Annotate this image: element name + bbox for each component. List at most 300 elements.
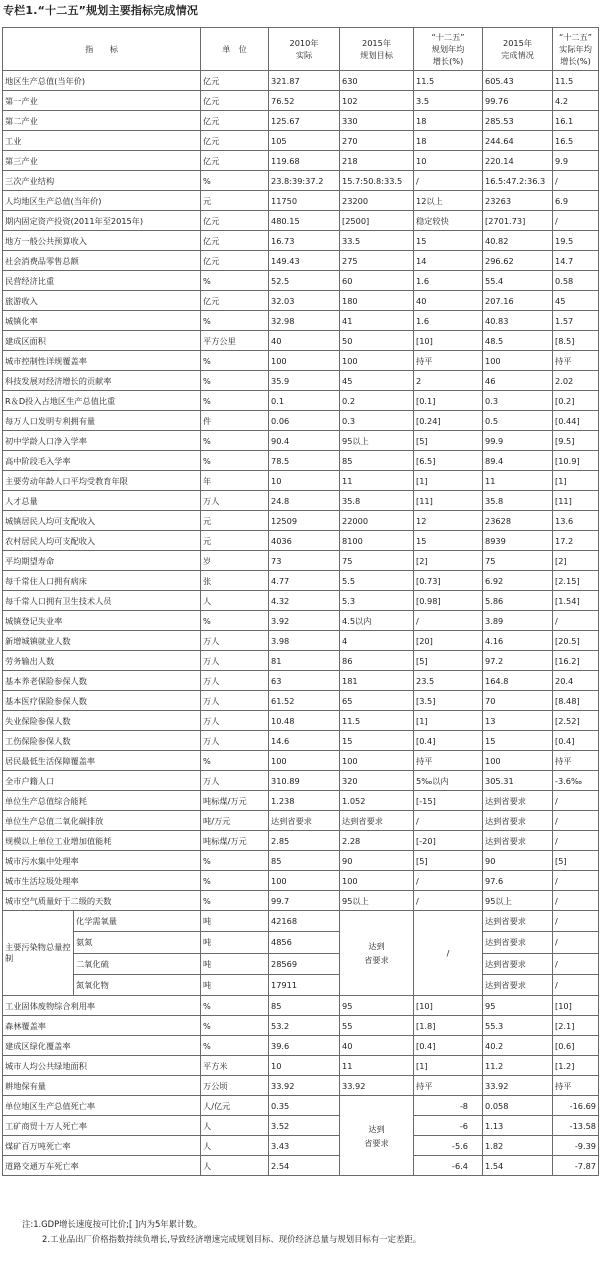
target-2015-cell: 330: [340, 111, 414, 131]
real-growth-cell: [2]: [553, 551, 599, 571]
plan-growth-cell: /: [414, 171, 483, 191]
real-growth-cell: [8.5]: [553, 331, 599, 351]
plan-growth-cell: [6.5]: [414, 451, 483, 471]
target-2015-cell: 达到省要求: [340, 811, 414, 831]
target-2015-cell: 8100: [340, 531, 414, 551]
table-body: [3, 71, 599, 1176]
target-2015-cell: 15: [340, 731, 414, 751]
unit-cell: 人/亿元: [201, 1096, 269, 1116]
unit-cell: 万人: [201, 631, 269, 651]
done-2015-cell: 605.43: [483, 71, 553, 91]
done-2015-cell: 55.4: [483, 271, 553, 291]
unit-cell: %: [201, 451, 269, 471]
indicator-cell: 工业固体废物综合利用率: [3, 996, 201, 1016]
unit-cell: %: [201, 751, 269, 771]
table-row: [3, 531, 599, 551]
actual-2010-cell: 100: [269, 351, 340, 371]
indicator-cell: 居民最低生活保障覆盖率: [3, 751, 201, 771]
target-2015-cell: 218: [340, 151, 414, 171]
done-2015-cell: 95以上: [483, 891, 553, 911]
real-growth-cell: [5]: [553, 851, 599, 871]
indicator-cell: 地区生产总值(当年价): [3, 71, 201, 91]
indicator-cell: 工业: [3, 131, 201, 151]
done-2015-cell: 90: [483, 851, 553, 871]
target-2015-cell: 23200: [340, 191, 414, 211]
actual-2010-cell: 3.52: [269, 1116, 340, 1136]
target-2015-cell: 22000: [340, 511, 414, 531]
target-2015-cell: 2.28: [340, 831, 414, 851]
actual-2010-cell: 85: [269, 851, 340, 871]
plan-growth-cell: 10: [414, 151, 483, 171]
indicator-cell: 农村居民人均可支配收入: [3, 531, 201, 551]
unit-cell: 吨标煤/万元: [201, 831, 269, 851]
target-2015-cell: 41: [340, 311, 414, 331]
table-row: [3, 1116, 599, 1136]
unit-cell: 平方米: [201, 1056, 269, 1076]
indicator-cell: 城市人均公共绿地面积: [3, 1056, 201, 1076]
indicator-cell: 城镇居民人均可支配收入: [3, 511, 201, 531]
table-row: [3, 1136, 599, 1156]
target-2015-cell: 33.5: [340, 231, 414, 251]
indicator-cell: 城市控制性详规覆盖率: [3, 351, 201, 371]
indicator-cell: 第二产业: [3, 111, 201, 131]
done-2015-cell: 16.5:47.2:36.3: [483, 171, 553, 191]
indicator-cell: 城市空气质量好于二级的天数: [3, 891, 201, 911]
done-2015-cell: 23263: [483, 191, 553, 211]
target-2015-cell: 86: [340, 651, 414, 671]
actual-2010-cell: 4.77: [269, 571, 340, 591]
real-growth-cell: [2.52]: [553, 711, 599, 731]
done-2015-cell: 6.92: [483, 571, 553, 591]
done-2015-cell: 99.9: [483, 431, 553, 451]
table-row: [3, 131, 599, 151]
done-2015-cell: 70: [483, 691, 553, 711]
unit-cell: %: [201, 891, 269, 911]
table-row: [3, 996, 599, 1016]
unit-cell: 吨: [201, 974, 269, 995]
plan-growth-cell: [1]: [414, 711, 483, 731]
done-2015-cell: 13: [483, 711, 553, 731]
indicator-cell: 旅游收入: [3, 291, 201, 311]
unit-cell: %: [201, 391, 269, 411]
table-row: [3, 491, 599, 511]
unit-cell: 人: [201, 1116, 269, 1136]
table-row: [3, 1056, 599, 1076]
unit-cell: %: [201, 871, 269, 891]
table-row: [3, 551, 599, 571]
done-2015-cell: 15: [483, 731, 553, 751]
target-2015-cell: 55: [340, 1016, 414, 1036]
unit-cell: %: [201, 1016, 269, 1036]
actual-2010-cell: 90.4: [269, 431, 340, 451]
unit-cell: 人: [201, 1156, 269, 1176]
indicator-cell: 建成区面积: [3, 331, 201, 351]
actual-2010-cell: 10: [269, 1056, 340, 1076]
table-row: [3, 731, 599, 751]
actual-2010-cell: 28569: [269, 953, 340, 974]
indicator-cell: 全市户籍人口: [3, 771, 201, 791]
unit-cell: 亿元: [201, 131, 269, 151]
actual-2010-cell: 85: [269, 996, 340, 1016]
table-row: [3, 471, 599, 491]
real-growth-cell: 20.4: [553, 671, 599, 691]
real-growth-cell: /: [553, 791, 599, 811]
plan-growth-cell: 15: [414, 531, 483, 551]
target-2015-cell: 90: [340, 851, 414, 871]
unit-cell: 人: [201, 591, 269, 611]
target-2015-cell: 75: [340, 551, 414, 571]
indicator-cell: 基本养老保险参保人数: [3, 671, 201, 691]
indicator-cell: 城市污水集中处理率: [3, 851, 201, 871]
unit-cell: %: [201, 1036, 269, 1056]
done-2015-cell: 5.86: [483, 591, 553, 611]
table-row: [3, 631, 599, 651]
real-growth-cell: /: [553, 871, 599, 891]
target-2015-cell: 5.5: [340, 571, 414, 591]
real-growth-cell: [1.54]: [553, 591, 599, 611]
plan-growth-cell: 1.6: [414, 271, 483, 291]
indicator-cell: 城镇化率: [3, 311, 201, 331]
plan-growth-cell: 3.5: [414, 91, 483, 111]
real-growth-cell: [10]: [553, 996, 599, 1016]
unit-cell: 万人: [201, 691, 269, 711]
real-growth-cell: [10.9]: [553, 451, 599, 471]
indicator-cell: 劳务输出人数: [3, 651, 201, 671]
indicator-cell: 基本医疗保险参保人数: [3, 691, 201, 711]
unit-cell: 万人: [201, 711, 269, 731]
table-row: [3, 351, 599, 371]
plan-growth-cell: 持平: [414, 751, 483, 771]
plan-growth-cell: 持平: [414, 351, 483, 371]
target-2015-cell: 270: [340, 131, 414, 151]
plan-growth-cell: [0.24]: [414, 411, 483, 431]
table-row: [3, 974, 599, 995]
plan-growth-cell: /: [414, 891, 483, 911]
indicator-cell: 每千常人口拥有卫生技术人员: [3, 591, 201, 611]
actual-2010-cell: 17911: [269, 974, 340, 995]
real-growth-cell: 0.58: [553, 271, 599, 291]
real-growth-cell: [20.5]: [553, 631, 599, 651]
pollutant-name-cell: 氮氧化物: [74, 974, 201, 995]
plan-growth-cell: [5]: [414, 651, 483, 671]
header-target-2015: 2015年 规划目标: [340, 28, 414, 71]
table-row: [3, 391, 599, 411]
table-row: [3, 891, 599, 911]
plan-growth-cell: [0.73]: [414, 571, 483, 591]
done-2015-cell: 达到省要求: [483, 932, 553, 953]
indicator-cell: 城镇登记失业率: [3, 611, 201, 631]
unit-cell: 元: [201, 511, 269, 531]
real-growth-cell: [0.2]: [553, 391, 599, 411]
table-row: [3, 691, 599, 711]
actual-2010-cell: 0.06: [269, 411, 340, 431]
plan-growth-cell: 23.5: [414, 671, 483, 691]
plan-growth-cell: 12以上: [414, 191, 483, 211]
real-growth-cell: /: [553, 611, 599, 631]
real-growth-cell: /: [553, 171, 599, 191]
real-growth-cell: /: [553, 811, 599, 831]
unit-cell: 亿元: [201, 291, 269, 311]
table-row: [3, 151, 599, 171]
real-growth-cell: [16.2]: [553, 651, 599, 671]
table-row: [3, 271, 599, 291]
table-row: [3, 932, 599, 953]
actual-2010-cell: 16.73: [269, 231, 340, 251]
target-2015-cell: 85: [340, 451, 414, 471]
real-growth-cell: 持平: [553, 351, 599, 371]
plan-growth-cell: -6: [414, 1116, 483, 1136]
done-2015-cell: 164.8: [483, 671, 553, 691]
indicator-cell: 规模以上单位工业增加值能耗: [3, 831, 201, 851]
table-row: [3, 851, 599, 871]
unit-cell: 亿元: [201, 71, 269, 91]
indicator-cell: 单位地区生产总值死亡率: [3, 1096, 201, 1116]
plan-growth-cell: [10]: [414, 331, 483, 351]
actual-2010-cell: 76.52: [269, 91, 340, 111]
header-done-2015: 2015年 完成情况: [483, 28, 553, 71]
target-2015-cell: 95: [340, 996, 414, 1016]
target-2015-cell: 275: [340, 251, 414, 271]
plan-growth-cell: -8: [414, 1096, 483, 1116]
pollutant-plan-growth-cell: /: [414, 911, 483, 996]
done-2015-cell: 8939: [483, 531, 553, 551]
actual-2010-cell: 61.52: [269, 691, 340, 711]
done-2015-cell: 达到省要求: [483, 831, 553, 851]
done-2015-cell: 1.54: [483, 1156, 553, 1176]
table-row: [3, 211, 599, 231]
target-2015-cell: 35.8: [340, 491, 414, 511]
done-2015-cell: 达到省要求: [483, 791, 553, 811]
real-growth-cell: 持平: [553, 751, 599, 771]
target-2015-cell: 100: [340, 351, 414, 371]
unit-cell: 吨/万元: [201, 811, 269, 831]
actual-2010-cell: 42168: [269, 911, 340, 932]
done-2015-cell: 99.76: [483, 91, 553, 111]
actual-2010-cell: 0.35: [269, 1096, 340, 1116]
unit-cell: 人: [201, 1136, 269, 1156]
done-2015-cell: 100: [483, 751, 553, 771]
table-row: [3, 331, 599, 351]
unit-cell: 平方公里: [201, 331, 269, 351]
table-row: [3, 571, 599, 591]
target-2015-cell: 40: [340, 1036, 414, 1056]
done-2015-cell: 75: [483, 551, 553, 571]
actual-2010-cell: 100: [269, 871, 340, 891]
plan-growth-cell: [0.4]: [414, 1036, 483, 1056]
table-row: [3, 171, 599, 191]
indicator-cell: 建成区绿化覆盖率: [3, 1036, 201, 1056]
done-2015-cell: 23628: [483, 511, 553, 531]
plan-growth-cell: /: [414, 811, 483, 831]
actual-2010-cell: 35.9: [269, 371, 340, 391]
table-row: [3, 411, 599, 431]
table-row: [3, 791, 599, 811]
real-growth-cell: [9.5]: [553, 431, 599, 451]
unit-cell: %: [201, 311, 269, 331]
unit-cell: 万人: [201, 491, 269, 511]
indicator-cell: 每万人口发明专利拥有量: [3, 411, 201, 431]
target-2015-cell: 11: [340, 1056, 414, 1076]
real-growth-cell: [1.2]: [553, 1056, 599, 1076]
target-2015-cell: 33.92: [340, 1076, 414, 1096]
table-row: [3, 511, 599, 531]
actual-2010-cell: 3.43: [269, 1136, 340, 1156]
unit-cell: 吨: [201, 911, 269, 932]
done-2015-cell: 296.62: [483, 251, 553, 271]
actual-2010-cell: 2.85: [269, 831, 340, 851]
indicator-cell: 人均地区生产总值(当年价): [3, 191, 201, 211]
header-row: [3, 28, 599, 71]
done-2015-cell: 0.058: [483, 1096, 553, 1116]
pollutant-name-cell: 化学需氧量: [74, 911, 201, 932]
table-row: [3, 611, 599, 631]
done-2015-cell: 达到省要求: [483, 911, 553, 932]
plan-growth-cell: 稳定较快: [414, 211, 483, 231]
done-2015-cell: 11: [483, 471, 553, 491]
indicator-cell: 第一产业: [3, 91, 201, 111]
indicator-cell: 新增城镇就业人数: [3, 631, 201, 651]
indicator-table: [2, 27, 599, 1176]
real-growth-cell: /: [553, 932, 599, 953]
table-row: [3, 371, 599, 391]
table-row: [3, 1036, 599, 1056]
real-growth-cell: -3.6‰: [553, 771, 599, 791]
indicator-cell: 道路交通万车死亡率: [3, 1156, 201, 1176]
unit-cell: %: [201, 351, 269, 371]
table-row: [3, 751, 599, 771]
target-2015-cell: 100: [340, 871, 414, 891]
actual-2010-cell: 52.5: [269, 271, 340, 291]
actual-2010-cell: 78.5: [269, 451, 340, 471]
unit-cell: 元: [201, 531, 269, 551]
real-growth-cell: /: [553, 953, 599, 974]
actual-2010-cell: 32.98: [269, 311, 340, 331]
plan-growth-cell: 2: [414, 371, 483, 391]
plan-growth-cell: 1.6: [414, 311, 483, 331]
plan-growth-cell: 12: [414, 511, 483, 531]
actual-2010-cell: 10.48: [269, 711, 340, 731]
plan-growth-cell: [0.4]: [414, 731, 483, 751]
table-row: [3, 1016, 599, 1036]
actual-2010-cell: 32.03: [269, 291, 340, 311]
pollutant-name-cell: 二氧化硫: [74, 953, 201, 974]
unit-cell: 万公顷: [201, 1076, 269, 1096]
table-row: [3, 651, 599, 671]
plan-growth-cell: 15: [414, 231, 483, 251]
real-growth-cell: [8.48]: [553, 691, 599, 711]
done-2015-cell: 305.31: [483, 771, 553, 791]
table-row: [3, 771, 599, 791]
done-2015-cell: 100: [483, 351, 553, 371]
header-indicator: 指 标: [3, 28, 201, 71]
indicator-cell: 三次产业结构: [3, 171, 201, 191]
unit-cell: 亿元: [201, 151, 269, 171]
real-growth-cell: -7.87: [553, 1156, 599, 1176]
actual-2010-cell: 40: [269, 331, 340, 351]
unit-cell: %: [201, 171, 269, 191]
header-actual-2010: 2010年 实际: [269, 28, 340, 71]
unit-cell: %: [201, 271, 269, 291]
plan-growth-cell: [0.98]: [414, 591, 483, 611]
plan-growth-cell: [1]: [414, 1056, 483, 1076]
done-2015-cell: 达到省要求: [483, 953, 553, 974]
table-row: [3, 451, 599, 471]
table-row: [3, 671, 599, 691]
done-2015-cell: 3.89: [483, 611, 553, 631]
unit-cell: %: [201, 371, 269, 391]
actual-2010-cell: 39.6: [269, 1036, 340, 1056]
real-growth-cell: 9.9: [553, 151, 599, 171]
actual-2010-cell: 11750: [269, 191, 340, 211]
done-2015-cell: 0.3: [483, 391, 553, 411]
plan-growth-cell: 18: [414, 111, 483, 131]
plan-growth-cell: [11]: [414, 491, 483, 511]
plan-growth-cell: 14: [414, 251, 483, 271]
done-2015-cell: 46: [483, 371, 553, 391]
actual-2010-cell: 480.15: [269, 211, 340, 231]
real-growth-cell: [11]: [553, 491, 599, 511]
target-2015-cell: 60: [340, 271, 414, 291]
done-2015-cell: 97.6: [483, 871, 553, 891]
actual-2010-cell: 4.32: [269, 591, 340, 611]
indicator-cell: R＆D投入占地区生产总值比重: [3, 391, 201, 411]
plan-growth-cell: 40: [414, 291, 483, 311]
unit-cell: 张: [201, 571, 269, 591]
real-growth-cell: [0.6]: [553, 1036, 599, 1056]
real-growth-cell: 11.5: [553, 71, 599, 91]
done-2015-cell: 35.8: [483, 491, 553, 511]
table-row: [3, 311, 599, 331]
target-2015-cell: 11: [340, 471, 414, 491]
target-2015-cell: 181: [340, 671, 414, 691]
table-row: [3, 1156, 599, 1176]
pollutant-group-label: 主要污染物总量控制: [3, 911, 74, 996]
target-2015-cell: 5.3: [340, 591, 414, 611]
target-2015-cell: 100: [340, 751, 414, 771]
target-2015-cell: 4: [340, 631, 414, 651]
actual-2010-cell: 14.6: [269, 731, 340, 751]
indicator-cell: 地方一般公共预算收入: [3, 231, 201, 251]
actual-2010-cell: 321.87: [269, 71, 340, 91]
target-2015-cell: 95以上: [340, 891, 414, 911]
target-2015-cell: 0.2: [340, 391, 414, 411]
table-row: [3, 111, 599, 131]
done-2015-cell: 244.64: [483, 131, 553, 151]
table-row: [3, 431, 599, 451]
table-row: [3, 91, 599, 111]
table-row: [3, 1096, 599, 1116]
done-2015-cell: 40.2: [483, 1036, 553, 1056]
header-real-growth: “十二五” 实际年均 增长(%): [553, 28, 599, 71]
table-row: [3, 591, 599, 611]
plan-growth-cell: [2]: [414, 551, 483, 571]
plan-growth-cell: /: [414, 611, 483, 631]
table-row: [3, 831, 599, 851]
actual-2010-cell: 3.92: [269, 611, 340, 631]
table-row: [3, 191, 599, 211]
unit-cell: 万人: [201, 771, 269, 791]
table-row: [3, 711, 599, 731]
real-growth-cell: /: [553, 831, 599, 851]
target-2015-cell: 65: [340, 691, 414, 711]
target-2015-cell: 15.7:50.8:33.5: [340, 171, 414, 191]
real-growth-cell: 14.7: [553, 251, 599, 271]
page-title: 专栏1.“十二五”规划主要指标完成情况: [3, 4, 199, 17]
target-2015-cell: 320: [340, 771, 414, 791]
unit-cell: 亿元: [201, 111, 269, 131]
actual-2010-cell: 63: [269, 671, 340, 691]
unit-cell: %: [201, 611, 269, 631]
